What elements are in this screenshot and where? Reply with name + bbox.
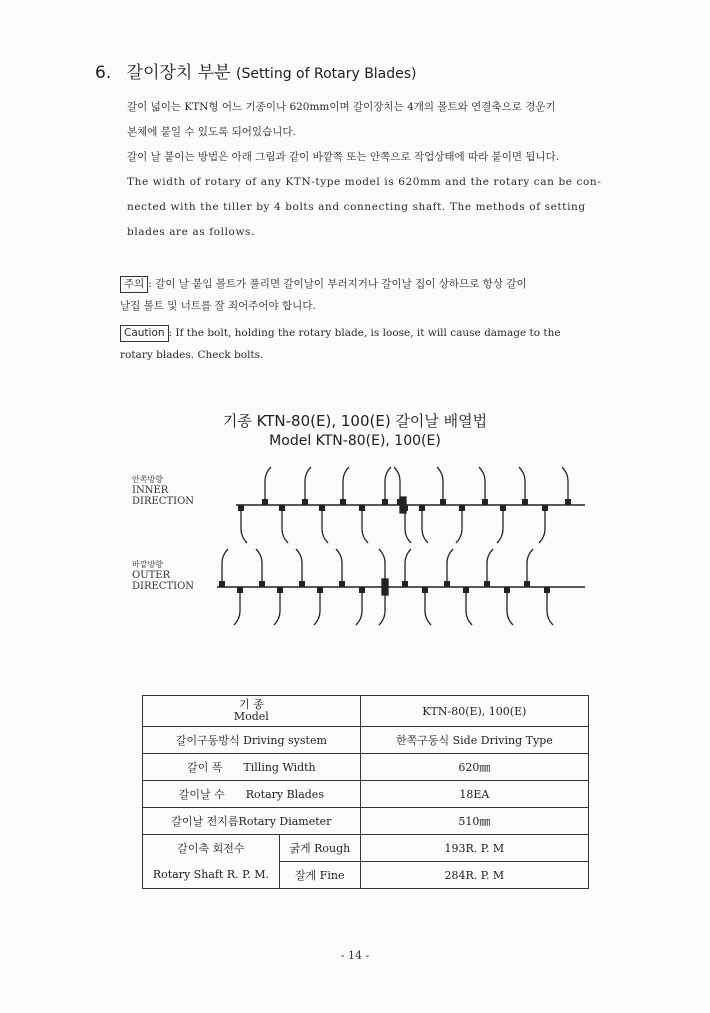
table-row: 갈이날 전지름Rotary Diameter 510㎜ — [143, 808, 589, 835]
blade-holder — [500, 505, 506, 511]
blade-up — [527, 549, 533, 581]
table-cell: 510㎜ — [360, 808, 588, 835]
paragraph-ko-line: 갈이 넓이는 KTN형 어느 기종이나 620mm이며 갈이장치는 4개의 볼트와 연결축으로 경운기 — [127, 101, 556, 113]
blade-down — [405, 511, 411, 543]
blade-down — [422, 511, 428, 543]
blade-holder — [237, 587, 243, 593]
blade-up — [343, 467, 349, 499]
section-title-ko: 갈이장치 부분 — [126, 63, 231, 83]
blade-up — [305, 467, 311, 499]
spec-table — [142, 695, 589, 889]
blade-holder — [279, 505, 285, 511]
blade-down — [497, 511, 503, 543]
blade-holder — [262, 499, 268, 505]
blade-holder — [463, 587, 469, 593]
blade-holder — [340, 499, 346, 505]
paragraph-en-line: blades are as follows. — [127, 226, 255, 238]
blade-holder — [522, 499, 528, 505]
blade-up — [405, 549, 411, 581]
blade-holder — [504, 587, 510, 593]
blade-holder — [544, 587, 550, 593]
blade-up — [479, 467, 485, 499]
caution-text: rotary blades. Check bolts. — [120, 349, 264, 361]
blade-holder — [382, 581, 388, 587]
blade-up — [336, 549, 342, 581]
table-cell: 한쪽구동식 Side Driving Type — [360, 727, 588, 754]
table-cell: 620㎜ — [360, 754, 588, 781]
blade-holder — [277, 587, 283, 593]
table-row: 갈이날 수 Rotary Blades 18EA — [143, 781, 589, 808]
rough-value: 193R. P. M — [360, 835, 588, 862]
blade-holder — [542, 505, 548, 511]
blade-up — [519, 467, 525, 499]
blade-holder — [402, 581, 408, 587]
blade-holder — [524, 581, 530, 587]
blade-up — [385, 467, 391, 499]
section-title-en: (Setting of Rotary Blades) — [235, 66, 417, 82]
blade-holder — [259, 581, 265, 587]
table-header-row — [143, 696, 589, 727]
outer-direction-label: 바깥방향 OUTER DIRECTION — [132, 560, 195, 592]
blade-holder — [359, 587, 365, 593]
blade-down — [274, 593, 280, 625]
blade-down — [356, 593, 362, 625]
caution-label: Caution — [120, 325, 169, 342]
blade-down — [539, 511, 545, 543]
blade-down — [314, 593, 320, 625]
outer-blade-diagram — [217, 549, 585, 625]
blade-up — [222, 549, 228, 581]
warning-text: 날집 볼트 및 너트를 잘 죄어주어야 합니다. — [120, 300, 316, 312]
blade-holder — [339, 581, 345, 587]
blade-down — [362, 511, 368, 543]
paragraph-ko-line: 갈이 날 붙이는 방법은 아래 그림과 같이 바깥쪽 또는 안쪽으로 작업상태에 따라 붙이면 됩니다. — [127, 151, 560, 163]
blade-up — [394, 467, 400, 499]
blade-down — [466, 593, 472, 625]
paragraph-en-line: The width of rotary of any KTN-type model is 620mm and the rotary can be con- — [127, 176, 602, 188]
blade-holder — [299, 581, 305, 587]
table-row: 갈이 폭 Tilling Width 620㎜ — [143, 754, 589, 781]
blade-down — [507, 593, 513, 625]
blade-down — [322, 511, 328, 543]
blade-holder — [382, 587, 388, 593]
blade-down — [241, 511, 247, 543]
section-number: 6. — [95, 63, 112, 83]
blade-up — [265, 467, 271, 499]
blade-down — [425, 593, 431, 625]
blade-up — [487, 549, 493, 581]
blade-holder — [359, 505, 365, 511]
blade-down — [456, 511, 462, 543]
table-cell: 18EA — [360, 781, 588, 808]
diagram-title-en: Model KTN-80(E), 100(E) — [269, 433, 441, 449]
blade-holder — [402, 505, 408, 511]
model-header-en: Model — [233, 710, 269, 723]
blade-up — [447, 549, 453, 581]
blade-holder — [459, 505, 465, 511]
blade-down — [379, 593, 385, 625]
fine-value: 284R. P. M — [360, 862, 588, 889]
blade-holder — [302, 499, 308, 505]
blade-holder — [565, 499, 571, 505]
blade-holder — [444, 581, 450, 587]
blade-down — [282, 511, 288, 543]
warning-text: : 갈이 날 붙임 볼트가 풀리면 갈이날이 부러지거나 갈이날 집이 상하므로 항상 갈이 — [148, 278, 527, 290]
blade-holder — [484, 581, 490, 587]
blade-holder — [319, 505, 325, 511]
table-row: 갈이구동방식 Driving system 한쪽구동식 Side Driving Type — [143, 727, 589, 754]
caution-text: : If the bolt, holding the rotary blade, is loose, it will cause damage to the — [168, 327, 561, 339]
paragraph-en-line: nected with the tiller by 4 bolts and connecting shaft. The methods of setting — [127, 201, 586, 213]
model-header-ko: 기 종 — [238, 698, 264, 711]
paragraph-ko-line: 본체에 붙일 수 있도록 되어있습니다. — [127, 126, 296, 138]
inner-blade-diagram — [236, 467, 585, 543]
blade-holder — [422, 587, 428, 593]
fine-label: 잘게 Fine — [279, 862, 360, 889]
blade-up — [256, 549, 262, 581]
blade-holder — [419, 505, 425, 511]
table-row — [143, 835, 589, 862]
rpm-label-en: Rotary Shaft R. P. M. — [152, 867, 270, 881]
blade-up — [562, 467, 568, 499]
diagram-title-ko: 기종 KTN-80(E), 100(E) 갈이날 배열법 — [222, 412, 488, 430]
page-number: - 14 - — [340, 949, 370, 962]
model-value: KTN-80(E), 100(E) — [360, 696, 588, 727]
blade-holder — [482, 499, 488, 505]
blade-holder — [317, 587, 323, 593]
blade-up — [379, 549, 385, 581]
blade-up — [296, 549, 302, 581]
blade-holder — [382, 499, 388, 505]
rpm-label-ko: 갈이축 회전수 — [177, 841, 245, 855]
warning-label: 주의 — [120, 276, 148, 293]
rough-label: 굵게 Rough — [279, 835, 360, 862]
blade-holder — [238, 505, 244, 511]
blade-holder — [440, 499, 446, 505]
blade-holder — [397, 499, 403, 505]
blade-up — [437, 467, 443, 499]
inner-direction-label: 안쪽방향 INNER DIRECTION — [132, 475, 195, 507]
blade-down — [234, 593, 240, 625]
blade-down — [547, 593, 553, 625]
blade-holder — [219, 581, 225, 587]
